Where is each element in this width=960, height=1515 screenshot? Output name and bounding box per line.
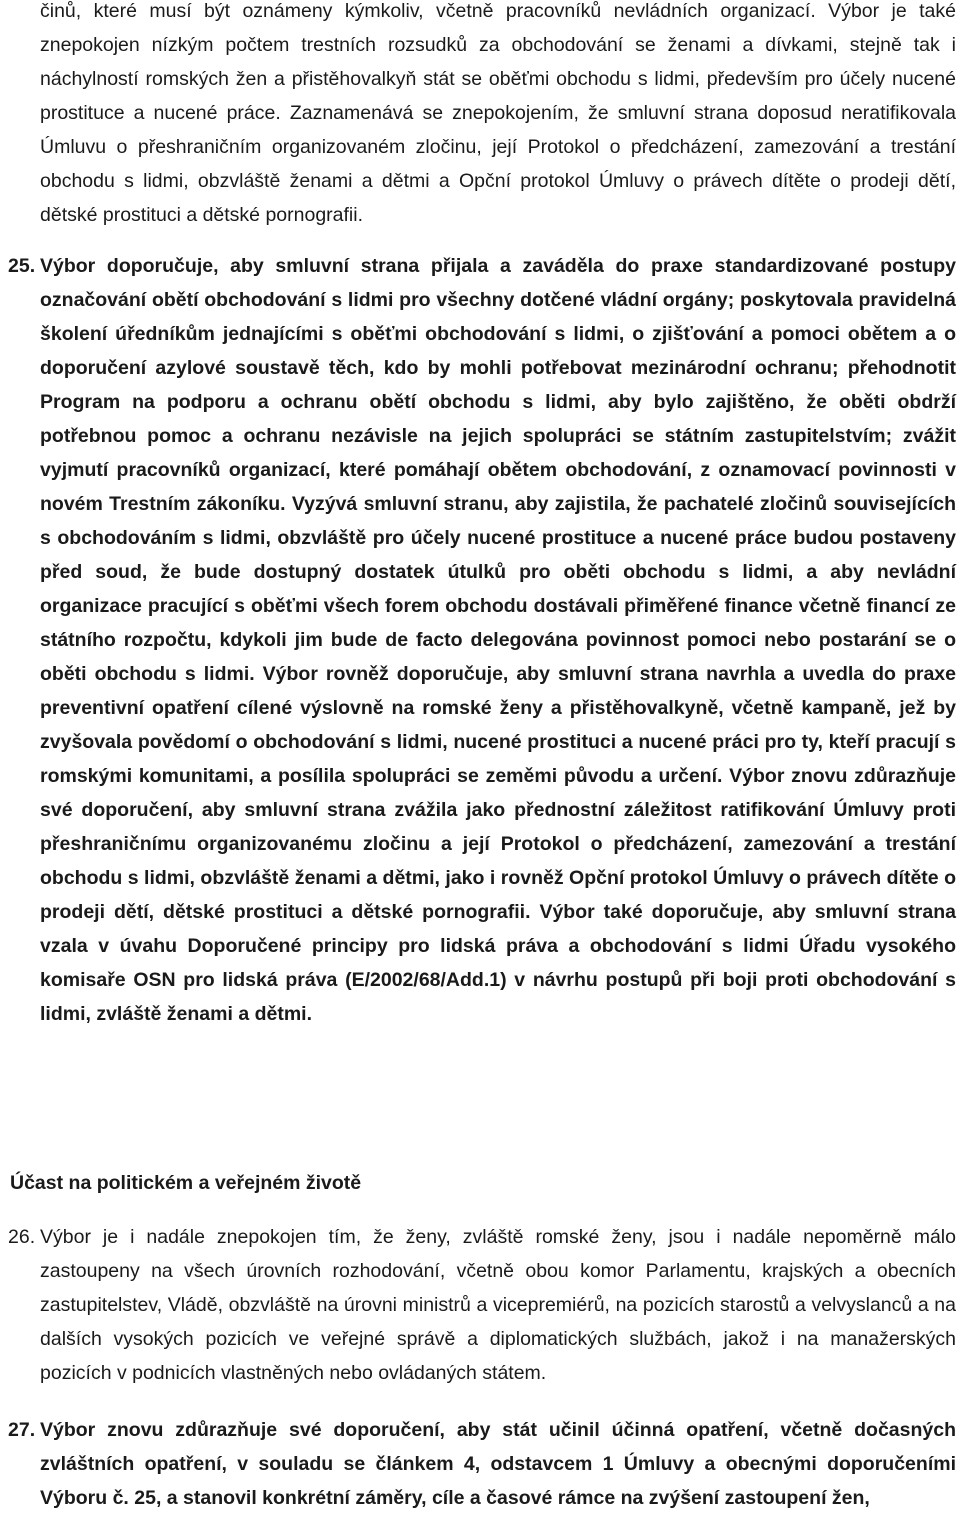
paragraph-text: Výbor doporučuje, aby smluvní strana přijala a zaváděla do praxe standardizované postupy označování obětí obchodování s lidmi pro všechny dotčené vládní orgány; poskytovala pravidelná školení úředníkům jednajícími s oběťmi obchodování s lidmi, o zjišťování a pomoci obětem a o doporučení azylové soustavě těch, kdo by mohli potřebovat mezinárodní ochranu; přehodnotit Program na podporu a ochranu obětí obchodu s lidmi, aby bylo zajištěno, že oběti obdrží potřebnou pomoc a ochranu nezávisle na jejich spolupráci se státním zastupitelstvím; zvážit vyjmutí pracovníků organizací, které pomáhají obětem obchodování, z oznamovací povinnosti v novém Trestním zákoníku. Vyzývá smluvní stranu, aby zajistila, že pachatelé zločinů souvisejících s obchodováním s lidmi, obzvláště pro účely nucené prostituce a nucené práce budou postaveny před soud, že bude dostupný dostatek útulků pro oběti obchodu s lidmi, a aby nevládní organizace pracující s oběťmi všech forem obchodu dostávali přiměřené finance včetně financí ze státního rozpočtu, kdykoli jim bude de facto delegována povinnost pomoci nebo postarání se o oběti obchodu s lidmi. Výbor rovněž doporučuje, aby smluvní strana navrhla a uvedla do praxe preventivní opatření cílené výslovně na romské ženy a přistěhovalkyně, včetně kampaně, jež by zvyšovala povědomí o obchodování s lidmi, nucené prostituci a nucené práci pro ty, kteří pracují s romskými komunitami, a posílila spolupráci se zeměmi původu a určení. Výbor znovu zdůrazňuje své doporučení, aby smluvní strana zvážila jako přednostní záležitost ratifikování Úmluvy proti přeshraničnímu organizovanému zločinu a její Protokol o předcházení, zamezování a trestání obchodu s lidmi, obzvláště ženami a dětmi, jako i rovněž Opční protokol Úmluvy o právech dítěte o prodeji dětí, dětské prostituci a dětské pornografii. Výbor také doporučuje, aby smluvní strana vzala v úvahu Doporučené principy pro lidská práva a obchodování s lidmi Úřadu vysokého komisaře OSN pro lidská práva (E/2002/68/Add.1) v návrhu postupů při boji proti obchodování s lidmi, zvláště ženami a dětmi.	[40, 255, 956, 1025]
paragraph-text: Výbor znovu zdůrazňuje své doporučení, aby stát učinil účinná opatření, včetně dočasných zvláštních opatření, v souladu se článkem 4, odstavcem 1 Úmluvy a obecnými doporučeními Výboru č. 25, a stanovil konkrétní záměry, cíle a časové rámce na zvýšení zastoupení žen,	[40, 1419, 956, 1509]
paragraph-number: 25.	[8, 255, 36, 277]
paragraph-number: 26.	[8, 1226, 36, 1248]
paragraph-25	[8, 249, 956, 1031]
paragraph-26	[8, 1220, 956, 1390]
paragraph-number: 27.	[8, 1419, 36, 1441]
intro-paragraph: činů, které musí být oznámeny kýmkoliv, včetně pracovníků nevládních organizací. Výbor je také znepokojen nízkým počtem trestních rozsudků za obchodování se ženami a dívkami, stejně tak i náchylností romských žen a přistěhovalkyň stát se oběťmi obchodu s lidmi, především pro účely nucené prostituce a nucené práce. Zaznamenává se znepokojením, že smluvní strana doposud neratifikovala Úmluvu o přeshraničním organizovaném zločinu, její Protokol o předcházení, zamezování a trestání obchodu s lidmi, obzvláště ženami a dětmi a Opční protokol Úmluvy o právech dítěte o prodeji dětí, dětské prostituci a dětské pornografii.	[40, 0, 956, 226]
paragraph-27	[8, 1413, 956, 1515]
section-heading: Účast na politickém a veřejném životě	[10, 1172, 362, 1194]
paragraph-text: Výbor je i nadále znepokojen tím, že ženy, zvláště romské ženy, jsou i nadále nepoměrně málo zastoupeny na všech úrovních rozhodování, včetně obou komor Parlamentu, krajských a obecních zastupitelstev, Vládě, obzvláště na úrovni ministrů a vicepremiérů, na pozicích starostů a velvyslanců a na dalších vysokých pozicích ve veřejné správě a diplomatických službách, jakož i na manažerských pozicích v podnicích vlastněných nebo ovládaných státem.	[40, 1226, 956, 1384]
